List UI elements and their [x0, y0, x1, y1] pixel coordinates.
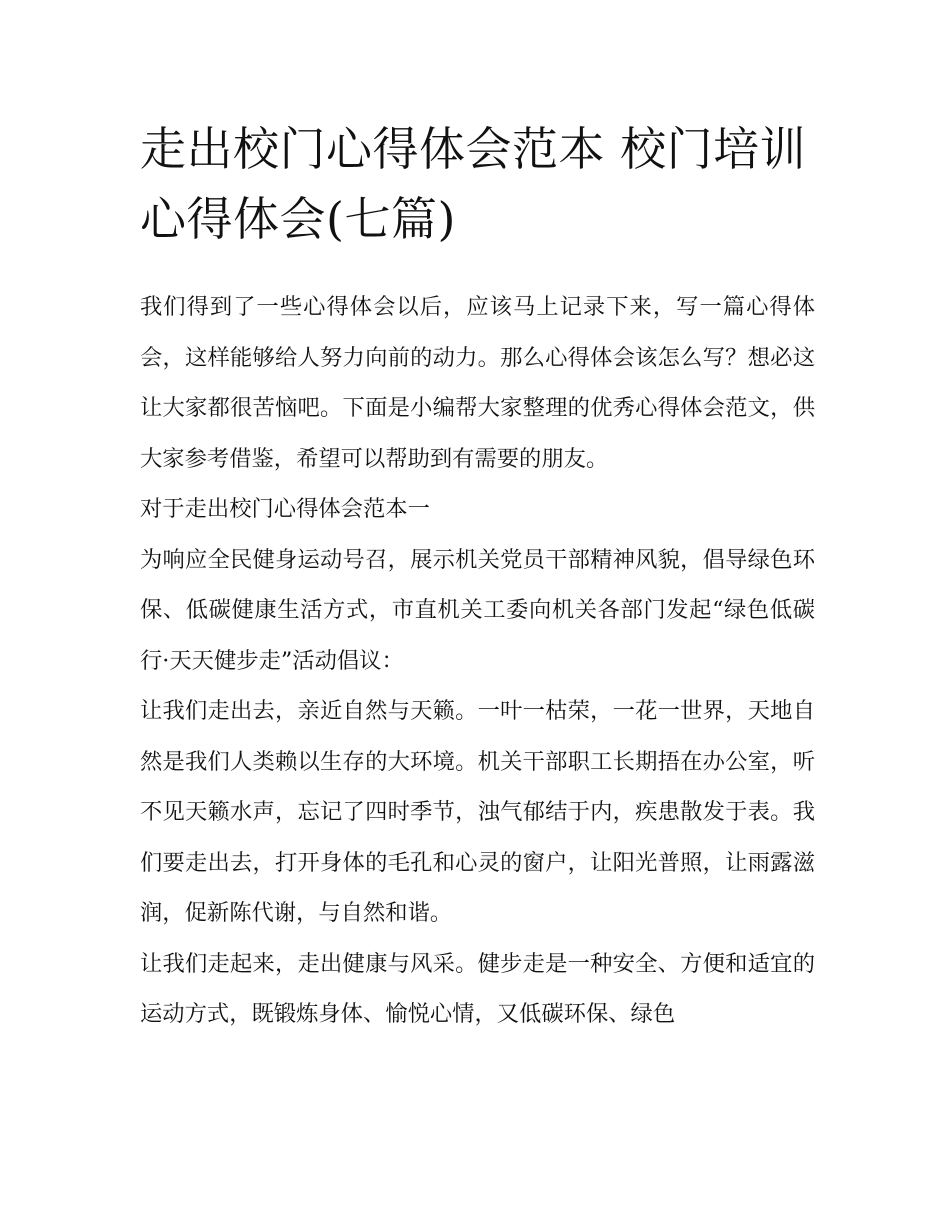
document-body [140, 282, 815, 1040]
paragraph-initiative: 为响应全民健身运动号召，展示机关党员干部精神风貌，倡导绿色环保、低碳健康生活方式，市直机关工委向机关各部门发起“绿色低碳行·天天健步走”活动倡议： [140, 546, 815, 674]
paragraph-intro: 我们得到了一些心得体会以后，应该马上记录下来，写一篇心得体会，这样能够给人努力向前的动力。那么心得体会该怎么写？想必这让大家都很苦恼吧。下面是小编帮大家整理的优秀心得体会范文，供大家参考借鉴，希望可以帮助到有需要的朋友。 [140, 294, 815, 472]
section-heading: 对于走出校门心得体会范本一 [140, 496, 430, 522]
document-title: 走出校门心得体会范本 校门培训心得体会(七篇) [140, 122, 807, 246]
document-content [140, 114, 815, 1040]
paragraph-nature: 让我们走出去，亲近自然与天籁。一叶一枯荣，一花一世界，天地自然是我们人类赖以生存的大环境。机关干部职工长期捂在办公室，听不见天籁水声，忘记了四时季节，浊气郁结于内，疾患散发于表。我们要走出去，打开身体的毛孔和心灵的窗户，让阳光普照，让雨露滋润，促新陈代谢，与自然和谐。 [140, 698, 815, 926]
paragraph-walking: 让我们走起来，走出健康与风采。健步走是一种安全、方便和适宜的运动方式，既锻炼身体、愉悦心情，又低碳环保、绿色 [140, 950, 815, 1027]
